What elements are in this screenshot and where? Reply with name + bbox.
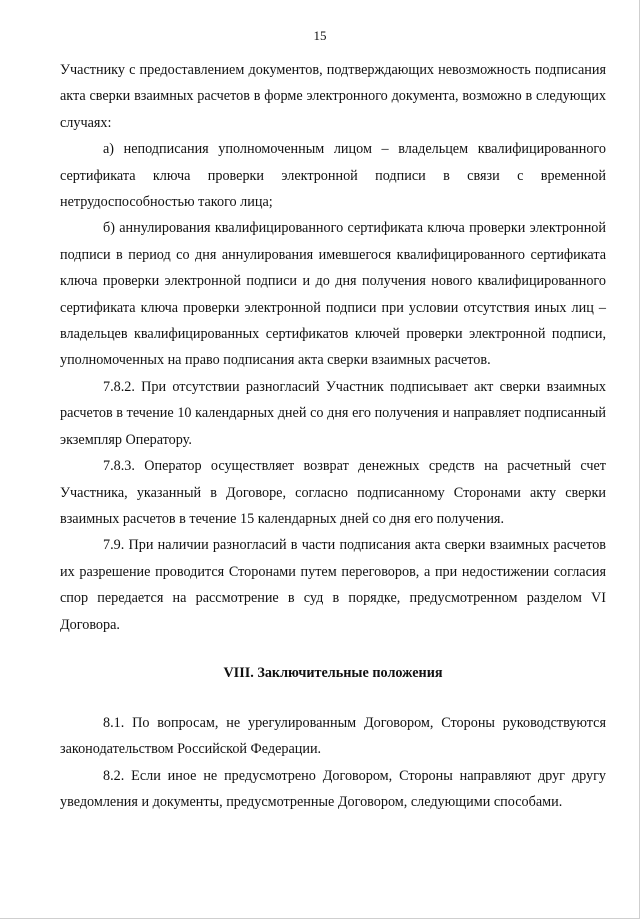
paragraph-8-1: 8.1. По вопросам, не урегулированным Договором, Стороны руководствуются законодательством Российской Федерации. (60, 714, 606, 758)
paragraph-intro: Участнику с предоставлением документов, подтверждающих невозможность подписания акта сверки взаимных расчетов в форме электронного документа, возможно в следующих случаях: (60, 62, 606, 131)
paragraph-item-b: б) аннулирования квалифицированного сертификата ключа проверки электронной подписи в период со дня аннулирования имевшегося квалифицированного сертификата ключа проверки электронной подписи и до дня получения нового квалифицированного сертификата ключа проверки электронной подписи при условии отсутствия иных лиц – владельцев квалифицированных сертификатов ключей проверки электронной подписи, уполномоченных на право подписания акта сверки взаимных расчетов. (60, 220, 606, 369)
paragraph-8-2: 8.2. Если иное не предусмотрено Договором, Стороны направляют друг другу уведомления и документы, предусмотренные Договором, следующими способами. (60, 767, 606, 811)
page-number: 15 (313, 28, 327, 43)
paragraph-7-8-2: 7.8.2. При отсутствии разногласий Участник подписывает акт сверки взаимных расчетов в течение 10 календарных дней со дня его получения и направляет подписанный экземпляр Оператору. (60, 378, 606, 448)
page-content (60, 57, 606, 816)
paragraph-item-a: а) неподписания уполномоченным лицом – владельцем квалифицированного сертификата ключа проверки электронной подписи в связи с временной нетрудоспособностью такого лица; (60, 141, 606, 211)
paragraph-7-9: 7.9. При наличии разногласий в части подписания акта сверки взаимных расчетов их разрешение проводится Сторонами путем переговоров, а при недостижении согласия спор передается на рассмотрение в суд в порядке, предусмотренном разделом VI Договора. (60, 537, 606, 633)
paragraph-7-8-3: 7.8.3. Оператор осуществляет возврат денежных средств на расчетный счет Участника, указанный в Договоре, согласно подписанному Сторонами акту сверки взаимных расчетов в течение 15 календарных дней со дня его получения. (60, 458, 606, 527)
section-heading: VIII. Заключительные положения (223, 664, 443, 681)
